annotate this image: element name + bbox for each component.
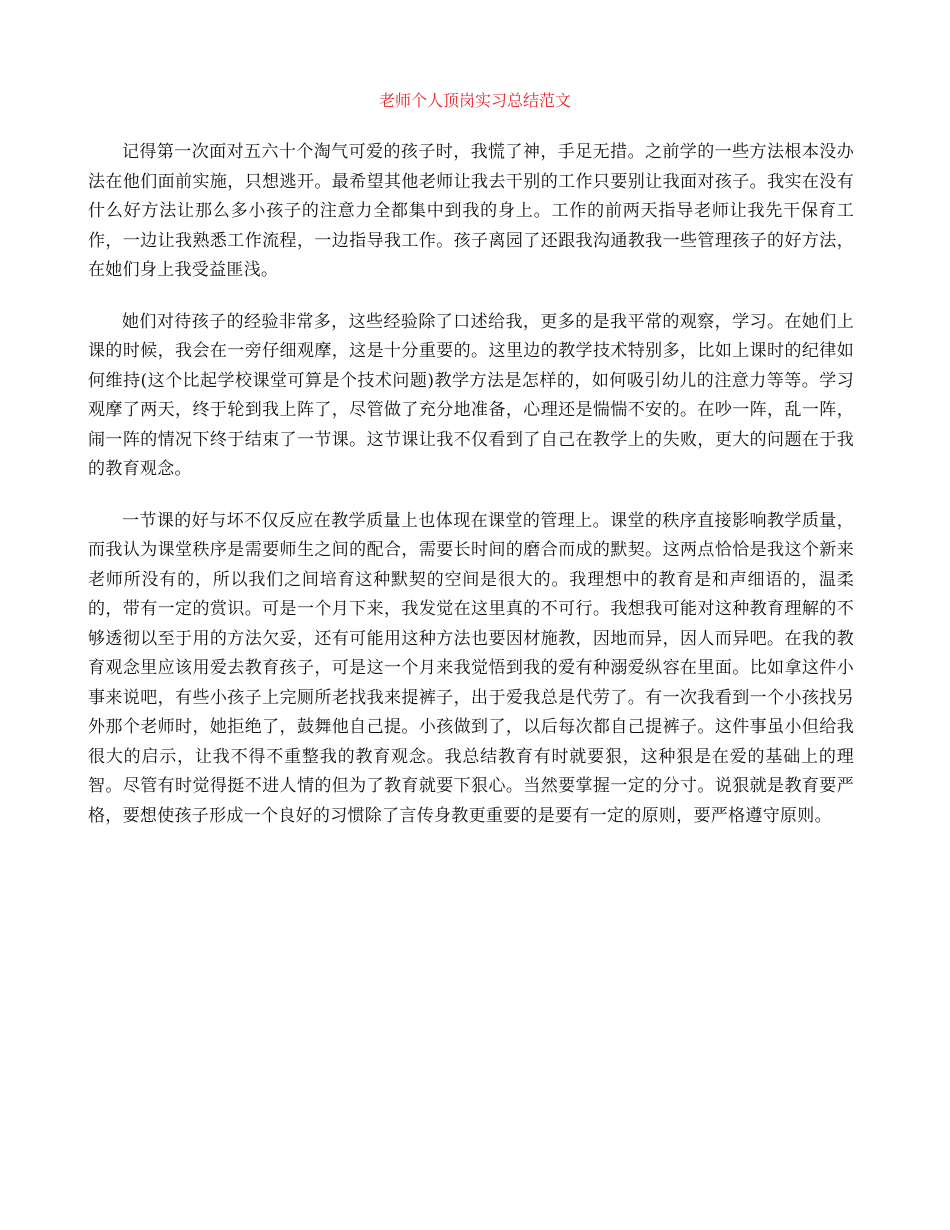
document-body: [88, 138, 854, 853]
paragraph-2: 她们对待孩子的经验非常多，这些经验除了口述给我，更多的是我平常的观察，学习。在她们上课的时候，我会在一旁仔细观摩，这是十分重要的。这里边的教学技术特别多，比如上课时的纪律如何维持(这个比起学校课堂可算是个技术问题)教学方法是怎样的，如何吸引幼儿的注意力等等。学习观摩了两天，终于轮到我上阵了，尽管做了充分地准备，心理还是惴惴不安的。在吵一阵，乱一阵，闹一阵的情况下终于结束了一节课。这节课让我不仅看到了自己在教学上的失败，更大的问题在于我的教育观念。: [88, 311, 854, 479]
paragraph-3: 一节课的好与坏不仅反应在教学质量上也体现在课堂的管理上。课堂的秩序直接影响教学质量，而我认为课堂秩序是需要师生之间的配合，需要长时间的磨合而成的默契。这两点恰恰是我这个新来老师所没有的，所以我们之间培育这种默契的空间是很大的。我理想中的教育是和声细语的，温柔的，带有一定的赏识。可是一个月下来，我发觉在这里真的不可行。我想我可能对这种教育理解的不够透彻以至于用的方法欠妥，还有可能用这种方法也要因材施教，因地而异，因人而异吧。在我的教育观念里应该用爱去教育孩子，可是这一个月来我觉悟到我的爱有种溺爱纵容在里面。比如拿这件小事来说吧，有些小孩子上完厕所老找我来提裤子，出于爱我总是代劳了。有一次我看到一个小孩找另外那个老师时，她拒绝了，鼓舞他自己提。小孩做到了，以后每次都自己提裤子。这件事虽小但给我很大的启示，让我不得不重整我的教育观念。我总结教育有时就要狠，这种狠是在爱的基础上的理智。尽管有时觉得挺不进人情的但为了教育就要下狠心。当然要掌握一定的分寸。说狠就是教育要严格，要想使孩子形成一个良好的习惯除了言传身教更重要的是要有一定的原则，要严格遵守原则。: [88, 510, 854, 826]
paragraph-1: 记得第一次面对五六十个淘气可爱的孩子时，我慌了神，手足无措。之前学的一些方法根本没办法在他们面前实施，只想逃开。最希望其他老师让我去干别的工作只要别让我面对孩子。我实在没有什么好方法让那么多小孩子的注意力全都集中到我的身上。工作的前两天指导老师让我先干保育工作，一边让我熟悉工作流程，一边指导我工作。孩子离园了还跟我沟通教我一些管理孩子的好方法，在她们身上我受益匪浅。: [88, 142, 854, 280]
document-title: 老师个人顶岗实习总结范文: [378, 91, 571, 110]
